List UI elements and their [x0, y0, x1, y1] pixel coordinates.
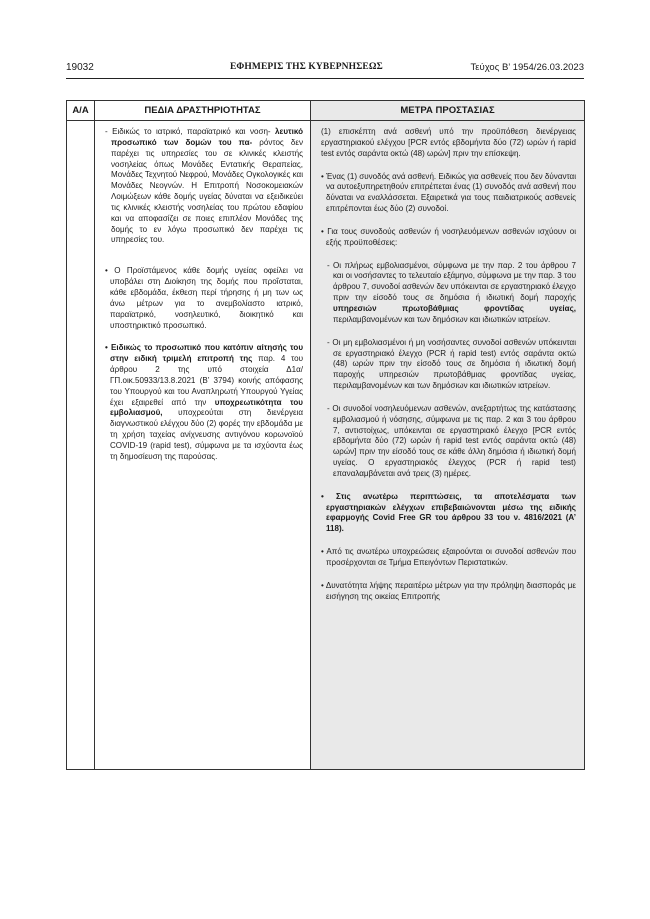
header-measures: ΜΕΤΡΑ ΠΡΟΣΤΑΣΙΑΣ — [311, 101, 585, 121]
measures-table — [66, 100, 585, 770]
header-rule — [66, 78, 584, 79]
gazette-title: ΕΦΗΜΕΡΙΣ ΤΗΣ ΚΥΒΕΡΝΗΣΕΩΣ — [230, 62, 383, 72]
measure-unvaccinated: - Οι μη εμβολιασμένοι ή μη νοσήσαντες συνοδοί ασθενών υπόκεινται σε εργαστηριακό έλεγχο (PCR ή rapid test) εντός σαράντα οκτώ (48) ωρών πριν την είσοδό τους σε δημόσια ή ιδιωτική δομή παροχής υπηρεσιών πρωτοβάθμιας φροντίδας υγείας, περιλαμβανομένων και των δημόσιων και ιδιωτικών ιατρείων. — [327, 337, 576, 391]
measure-further-measures: • Δυνατότητα λήψης περαιτέρω μέτρων για την πρόληψη διασποράς με εισήγηση της οικείας Επιτροπής — [321, 580, 576, 601]
measure-vaccinated: - Οι πλήρως εμβολιασμένοι, σύμφωνα με την παρ. 2 του άρθρου 7 και οι νοσήσαντες το τελευταίο εξάμηνο, σύμφωνα με την παρ. 3 του άρθρου 7, συνοδοί ασθενών δεν υπόκεινται σε εργαστηριακό έλεγχο πριν την είσοδό τους σε δημόσια ή ιδιωτική δομή παροχής υπηρεσιών πρωτοβάθμιας φροντίδας υγείας, περιλαμβανομένων και των δημόσιων και ιδιωτικών ιατρείων. — [327, 260, 576, 324]
measure-visitor: (1) επισκέπτη ανά ασθενή υπό την προϋπόθεση διενέργειας εργαστηριακού ελέγχου [PCR εντός εβδομήντα δύο (72) ωρών ή rapid test εντός σαράντα οκτώ (48) ωρών] πριν την επίσκεψη. — [321, 127, 576, 158]
measure-companion: • Ένας (1) συνοδός ανά ασθενή. Ειδικώς για ασθενείς που δεν δύνανται να αυτοεξυπηρετηθούν επιτρέπεται ένας (1) συνοδός ανά ασθενή που δύναται να εναλλάσσεται. Εξαιρετικά για τους παιδιατρικούς ασθενείς επιτρέπονται έως δύο (2) συνοδοί. — [321, 171, 576, 214]
measure-inpatient-companions: - Οι συνοδοί νοσηλευόμενων ασθενών, ανεξαρτήτως της κατάστασης εμβολιασμού ή νόσησης, σύμφωνα με τις παρ. 2 και 3 του άρθρου 7, αντιστοίχως, υπόκεινται σε εργαστηριακό έλεγχο [PCR εντός εβδομήντα δύο (72) ωρών ή rapid test εντός σαράντα οκτώ (48) ωρών] πριν την είσοδό τους σε κάθε άλλη δημόσια ή ιδιωτική δομή υγείας. Ο εργαστηριακός έλεγχος (PCR ή rapid test) επαναλαμβάνεται ανά τρεις (3) ημέρες. — [327, 403, 576, 478]
page-number: 19032 — [66, 62, 94, 73]
measures-cell — [311, 121, 585, 770]
measure-covid-free-app: • Στις ανωτέρω περιπτώσεις, τα αποτελέσματα των εργαστηριακών ελέγχων επιβεβαιώνονται μέσω της ειδικής εφαρμογής Covid Free GR του άρθρου 33 του ν. 4816/2021 (Α’ 118). — [321, 491, 576, 534]
field-cell — [95, 121, 311, 770]
table-row — [67, 121, 585, 770]
field-paragraph-2: • Ο Προϊστάμενος κάθε δομής υγείας οφείλει να υποβάλει στη Διοίκηση της δομής που προΐσταται, κάθε εβδομάδα, έκθεση περί τήρησης ή μη των ως άνω μέτρων για το ανεμβολίαστο ιατρικό, παραϊατρικό, νοσηλευτικό, διοικητικό και υποστηρικτικό προσωπικό. — [105, 266, 303, 330]
table-header-row — [67, 101, 585, 121]
measure-emergency-exemption: • Από τις ανωτέρω υποχρεώσεις εξαιρούνται οι συνοδοί ασθενών που προσέρχονται σε Τμήμα Επειγόντων Περιστατικών. — [321, 547, 576, 567]
issue-number: Τεύχος Β’ 1954/26.03.2023 — [470, 62, 584, 73]
page-header — [66, 62, 584, 76]
header-field: ΠΕΔΙΑ ΔΡΑΣΤΗΡΙΟΤΗΤΑΣ — [95, 101, 311, 121]
field-paragraph-1: - Ειδικώς το ιατρικό, παραϊατρικό και νοση- λευτικό προσωπικό των δομών του πα- ρόντος δεν παρέχει τις υπηρεσίες του σε κλινικές κλειστής νοσηλείας όπως Μονάδες Εντατικής Θεραπείας, Μονάδες Τεχνητού Νεφρού, Μονάδες Ογκολογικές και Μονάδες Νεογνών. Η Επιτροπή Νοσοκομειακών Λοιμώξεων κάθε δομής υγείας δύναται να εξειδικεύει τις κλινικές κλειστής νοσηλείας του πρώτου εδαφίου και να αποφασίζει σε ποιες επιπλέον Μονάδες της δομής το εν λόγω προσωπικό δεν παρέχει τις υπηρεσίες του. — [105, 127, 303, 245]
header-aa: Α/Α — [67, 101, 95, 121]
field-paragraph-3: • Ειδικώς το προσωπικό που κατόπιν αίτησής του στην ειδική τριμελή επιτροπή της παρ. 4 του άρθρου 2 της υπό στοιχεία Δ1α/ΓΠ.οικ.50933/13.8.2021 (Β’ 3794) κοινής απόφασης του Υπουργού και του Αναπληρωτή Υπουργού Υγείας έχει εξαιρεθεί από την υποχρεωτικότητα του εμβολιασμού, υποχρεούται στη διενέργεια διαγνωστικού ελέγχου δύο (2) φορές την εβδομάδα με τη χρήση ταχείας ανίχνευσης αντιγόνου κορωνοϊού COVID-19 (rapid test), σύμφωνα με τα ισχύοντα έως τη δημοσίευση της παρούσας. — [105, 343, 304, 461]
measure-conditions: • Για τους συνοδούς ασθενών ή νοσηλευόμενων ασθενών ισχύουν οι εξής προϋποθέσεις: — [321, 226, 576, 247]
aa-cell — [67, 121, 95, 770]
